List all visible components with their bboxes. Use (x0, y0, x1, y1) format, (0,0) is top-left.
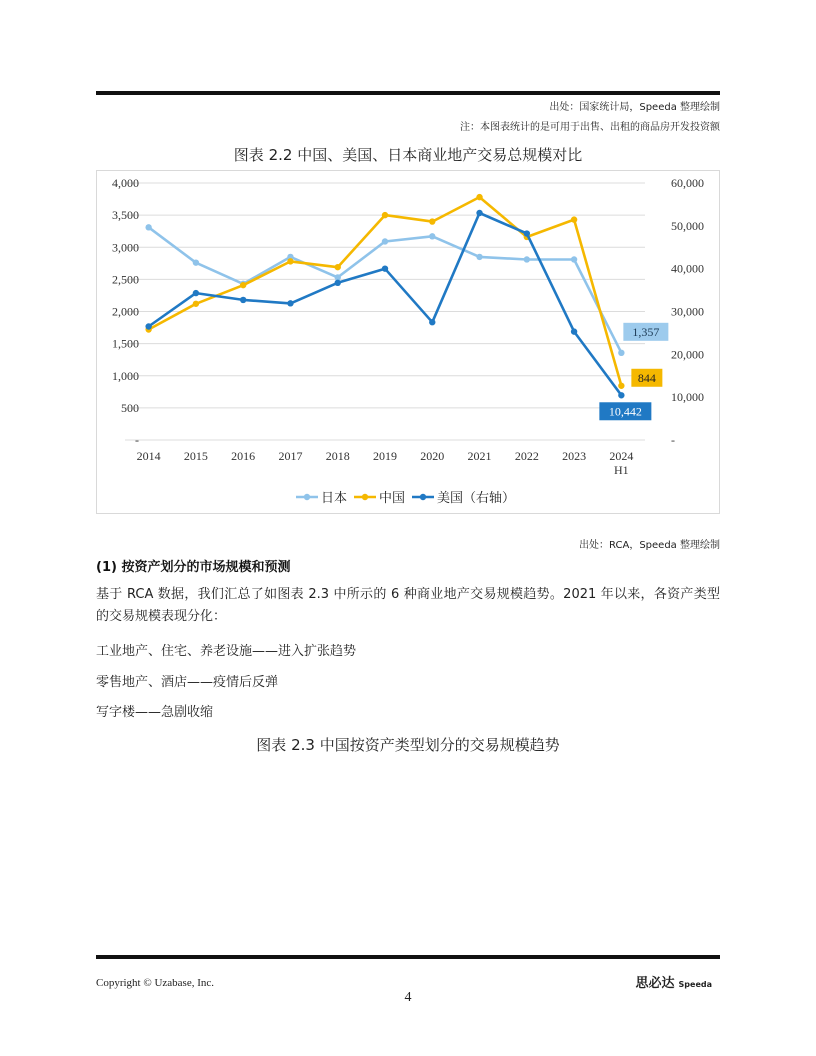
data-point (382, 265, 388, 271)
x-axis-tick-label: 2019 (373, 449, 397, 463)
data-point (145, 323, 151, 329)
data-point (193, 290, 199, 296)
data-label: 1,357 (632, 324, 660, 339)
line-chart (97, 171, 721, 515)
chart-source-note-2: 出处：RCA，Speeda 整理绘制 (579, 540, 720, 551)
left-axis-tick-label: 3,500 (112, 208, 139, 223)
legend-marker (362, 494, 368, 500)
x-axis-tick-label: 2017 (278, 449, 303, 463)
data-point (335, 264, 341, 270)
right-axis-tick-label: 30,000 (671, 304, 704, 319)
legend-label: 美国（右轴） (437, 491, 516, 506)
x-axis-tick-label: 2015 (183, 449, 208, 463)
chart-source-note: 出处：国家统计局，Speeda 整理绘制 (549, 102, 720, 113)
series-line (149, 227, 622, 352)
series-line (149, 197, 622, 386)
right-axis-tick-label: 40,000 (671, 261, 704, 276)
left-axis-tick-label: 2,000 (112, 304, 139, 319)
figure-title-2: 图表 2.3 中国按资产类型划分的交易规模趋势 (256, 736, 560, 754)
data-point (240, 282, 246, 288)
data-point (571, 216, 577, 222)
left-axis-tick-label: 1,500 (112, 336, 139, 351)
x-axis-tick-label: 2020 (420, 449, 445, 463)
data-point (571, 328, 577, 334)
left-axis-tick-label: 500 (121, 400, 139, 415)
left-axis-tick-label: 1,000 (112, 368, 139, 383)
x-axis-tick-label: 2018 (325, 449, 350, 463)
data-point (145, 224, 151, 230)
data-label: 10,442 (608, 404, 642, 419)
data-point (240, 297, 246, 303)
x-axis-tick-label: 2016 (231, 449, 256, 463)
data-point (618, 383, 624, 389)
data-point (193, 301, 199, 307)
page-number: 4 (404, 990, 412, 1005)
data-point (382, 238, 388, 244)
legend-marker (304, 494, 310, 500)
legend-label: 中国 (379, 491, 406, 506)
left-axis-tick-label: 4,000 (112, 176, 139, 190)
x-axis-tick-label: 2022 (514, 449, 539, 463)
left-axis-tick-label: 2,500 (112, 272, 139, 287)
data-point (429, 319, 435, 325)
figure-title: 图表 2.2 中国、美国、日本商业地产交易总规模对比 (233, 146, 583, 164)
data-point (618, 392, 624, 398)
data-point (524, 230, 530, 236)
chart-container (96, 170, 720, 514)
x-axis-tick-label: H1 (614, 463, 629, 477)
data-point (476, 210, 482, 216)
left-axis-tick-label: 3,000 (112, 240, 139, 255)
data-point (524, 256, 530, 262)
data-point (382, 212, 388, 218)
data-point (335, 280, 341, 286)
x-axis-tick-label: 2023 (562, 449, 587, 463)
legend-label: 日本 (321, 491, 348, 506)
data-point (193, 259, 199, 265)
right-axis-tick-label: 50,000 (671, 218, 704, 233)
data-point (476, 194, 482, 200)
list-item: 零售地产、酒店——疫情后反弹 (96, 675, 279, 690)
x-axis-tick-label: 2021 (467, 449, 492, 463)
list-item: 写字楼——急剧收缩 (96, 705, 214, 720)
brand-logo (636, 972, 712, 991)
header-rule (96, 91, 720, 95)
x-axis-tick-label: 2024 (609, 449, 634, 463)
copyright-text: Copyright © Uzabase, Inc. (96, 977, 215, 989)
brand-name: 思必达 (635, 976, 675, 991)
body-paragraph: 基于 RCA 数据，我们汇总了如图表 2.3 中所示的 6 种商业地产交易规模趋势。2021 年以来，各资产类型的交易规模表现分化： (96, 587, 720, 624)
data-label: 844 (637, 370, 656, 385)
chart-footnote: 注：本图表统计的是可用于出售、出租的商品房开发投资额 (460, 122, 720, 133)
section-heading: (1) 按资产划分的市场规模和预测 (96, 560, 291, 575)
footer-rule (96, 955, 720, 959)
right-axis-tick-label: 10,000 (671, 390, 704, 405)
brand-sub: Speeda (678, 980, 712, 989)
list-item: 工业地产、住宅、养老设施——进入扩张趋势 (96, 644, 357, 659)
data-point (476, 254, 482, 260)
data-point (571, 256, 577, 262)
data-point (429, 233, 435, 239)
data-point (618, 350, 624, 356)
data-point (287, 300, 293, 306)
left-axis-tick-label: - (135, 433, 139, 447)
x-axis-tick-label: 2014 (136, 449, 161, 463)
data-point (287, 258, 293, 264)
right-axis-tick-label: 60,000 (671, 176, 704, 190)
right-axis-tick-label: - (671, 433, 675, 447)
data-point (429, 218, 435, 224)
right-axis-tick-label: 20,000 (671, 347, 704, 362)
legend-marker (420, 494, 426, 500)
